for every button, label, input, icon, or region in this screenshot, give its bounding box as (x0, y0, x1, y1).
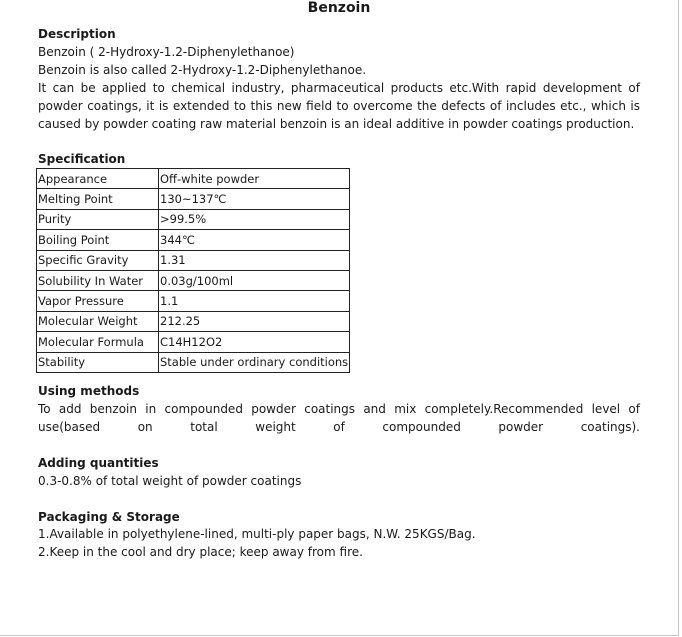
spec-row (37, 189, 350, 209)
page-title: Benzoin (307, 0, 371, 16)
specification-heading: Specification (38, 152, 126, 166)
spec-value: 344℃ (159, 230, 350, 250)
spec-value: 212.25 (159, 311, 350, 331)
specification-table (36, 168, 350, 373)
spec-key: Appearance (37, 169, 159, 189)
spec-key: Purity (37, 209, 159, 229)
spec-value: 130~137℃ (159, 189, 350, 209)
spec-row (37, 332, 350, 352)
packaging-line: 1.Available in polyethylene-lined, multi-ply paper bags, N.W. 25KGS/Bag. (38, 527, 476, 541)
using-methods-text: To add benzoin in compounded powder coatings and mix completely.Recommended level of use(based on total weight of compounded powder coatings). (38, 402, 640, 434)
using-methods-heading: Using methods (38, 384, 140, 398)
spec-row (37, 291, 350, 311)
spec-value: 1.1 (159, 291, 350, 311)
spec-value: Stable under ordinary conditions (159, 352, 350, 372)
spec-value: Off-white powder (159, 169, 350, 189)
spec-row (37, 352, 350, 372)
spec-key: Melting Point (37, 189, 159, 209)
spec-key: Molecular Formula (37, 332, 159, 352)
spec-value: >99.5% (159, 209, 350, 229)
spec-key: Solubility In Water (37, 270, 159, 290)
spec-row (37, 250, 350, 270)
description-line: Benzoin is also called 2-Hydroxy-1.2-Diphenylethanoe. (38, 63, 367, 77)
spec-key: Specific Gravity (37, 250, 159, 270)
description-paragraph: It can be applied to chemical industry, pharmaceutical products etc.With rapid development of powder coatings, it is extended to this new field to overcome the defects of includes etc., which is caused by powder coating raw material benzoin is an ideal additive in powder coatings production. (38, 81, 640, 131)
spec-key: Boiling Point (37, 230, 159, 250)
spec-key: Stability (37, 352, 159, 372)
description-heading: Description (38, 27, 116, 41)
spec-value: C14H12O2 (159, 332, 350, 352)
spec-row (37, 209, 350, 229)
spec-row (37, 230, 350, 250)
spec-row (37, 169, 350, 189)
spec-value: 1.31 (159, 250, 350, 270)
packaging-heading: Packaging & Storage (38, 510, 180, 524)
spec-row (37, 270, 350, 290)
packaging-line: 2.Keep in the cool and dry place; keep away from fire. (38, 545, 363, 559)
adding-quantities-heading: Adding quantities (38, 456, 159, 470)
description-line: Benzoin ( 2-Hydroxy-1.2-Diphenylethanoe) (38, 45, 295, 59)
spec-value: 0.03g/100ml (159, 270, 350, 290)
spec-key: Vapor Pressure (37, 291, 159, 311)
adding-quantities-text: 0.3-0.8% of total weight of powder coatings (38, 474, 302, 488)
spec-row (37, 311, 350, 331)
spec-key: Molecular Weight (37, 311, 159, 331)
